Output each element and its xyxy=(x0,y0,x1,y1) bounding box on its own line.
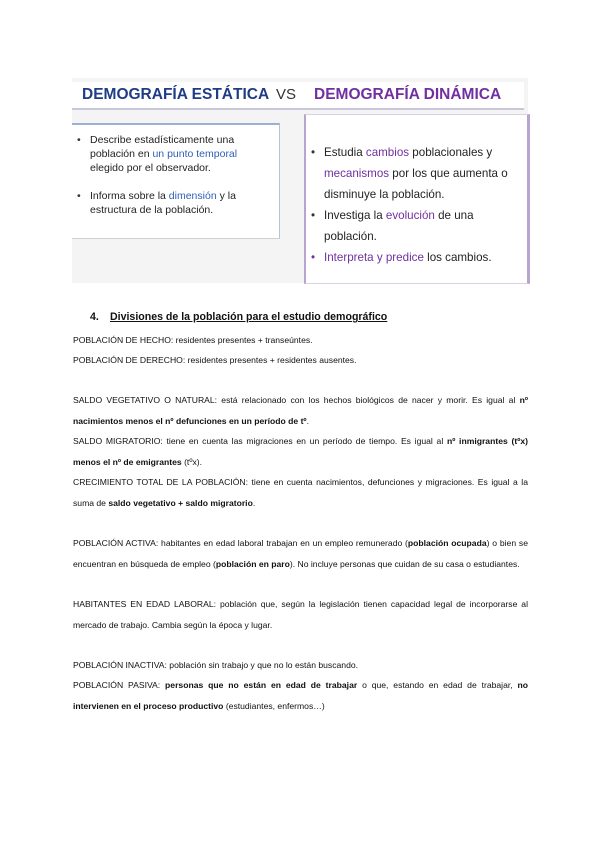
saldo-migratorio-text: SALDO MIGRATORIO: tiene en cuenta las migraciones en un período de tiempo. Es igual al xyxy=(73,436,447,446)
static-demography-box xyxy=(72,123,280,239)
saldo-vegetativo-text: SALDO VEGETATIVO O NATURAL: está relacionado con los hechos biológicos de nacer y morir. Es igual al xyxy=(73,395,520,405)
crecimiento-total-end: . xyxy=(252,497,256,508)
saldo-migratorio xyxy=(73,431,528,472)
poblacion-pasiva xyxy=(73,675,528,716)
demography-comparison-figure xyxy=(72,78,528,283)
poblacion-pasiva-text-3: (estudiantes, enfermos…) xyxy=(223,700,325,711)
poblacion-pasiva-text-2: o que, estando en edad de trabajar, xyxy=(357,680,518,690)
dynamic-bullet-3-highlight: Interpreta y predice xyxy=(324,251,424,264)
poblacion-ocupada-bold: población ocupada xyxy=(407,538,487,548)
poblacion-activa xyxy=(73,533,528,574)
dynamic-demography-title: DEMOGRAFÍA DINÁMICA xyxy=(314,86,502,103)
dynamic-bullet-2 xyxy=(306,205,521,247)
static-demography-title: DEMOGRAFÍA ESTÁTICA xyxy=(82,86,270,103)
static-bullet-2-highlight: dimensión xyxy=(168,190,217,202)
dynamic-bullet-1-text: Estudia xyxy=(324,146,366,159)
crecimiento-total-bold: saldo vegetativo + saldo migratorio xyxy=(108,497,253,508)
habitantes-edad-laboral: HABITANTES EN EDAD LABORAL: población que, según la legislación tienen capacidad legal de incorporarse al mercado de trabajo. Cambia según la época y lugar. xyxy=(73,599,528,630)
dynamic-bullet-3 xyxy=(306,247,521,268)
saldo-vegetativo-bold: nº nacimientos menos el nº defunciones en un período de tº xyxy=(73,395,528,426)
dynamic-bullet-1-highlight-1: cambios xyxy=(365,146,410,159)
section-title: Divisiones de la población para el estudio demográfico xyxy=(110,311,388,323)
saldo-migratorio-end: (tºx). xyxy=(181,456,203,467)
poblacion-activa-text-2: ) o bien se encuentran en búsqueda de empleo ( xyxy=(73,538,528,569)
static-bullet-2 xyxy=(72,189,271,217)
static-bullet-2-text-end: y la estructura de la población. xyxy=(90,190,236,216)
population-de-derecho: POBLACIÓN DE DERECHO: residentes presentes + residentes ausentes. xyxy=(73,355,357,365)
crecimiento-total-text: CRECIMIENTO TOTAL DE LA POBLACIÓN: tiene en cuenta nacimientos, defunciones y migraciones. Es igual a la suma de xyxy=(73,477,528,508)
dynamic-bullet-3-text-end: los cambios. xyxy=(423,251,492,264)
dynamic-bullet-2-text: Investiga la xyxy=(324,209,386,222)
poblacion-pasiva-bold-1: personas que no están en edad de trabajar xyxy=(165,680,358,690)
static-bullet-1-text-end: elegido por el observador. xyxy=(90,162,211,174)
poblacion-activa-text-3: ). No incluye personas que cuidan de su casa o estudiantes. xyxy=(289,558,520,569)
poblacion-pasiva-text: POBLACIÓN PASIVA: xyxy=(73,680,166,690)
dynamic-bullet-1-highlight-2: mecanismos xyxy=(324,167,390,180)
static-bullet-1-highlight: un punto temporal xyxy=(152,148,238,160)
dynamic-bullet-2-text-end: de una población. xyxy=(324,209,474,243)
dynamic-bullet-1-text-mid: poblacionales y xyxy=(409,146,493,159)
saldo-migratorio-bold: nº inmigrantes (tºx) menos el nº de emigrantes xyxy=(73,436,528,467)
versus-label: VS xyxy=(276,86,297,103)
dynamic-bullet-2-highlight: evolución xyxy=(385,209,435,222)
poblacion-inactiva: POBLACIÓN INACTIVA: población sin trabajo y que no lo están buscando. xyxy=(73,660,359,670)
population-de-hecho: POBLACIÓN DE HECHO: residentes presentes + transeúntes. xyxy=(73,335,313,345)
dynamic-bullet-1-text-end: por los que aumenta o disminuye la población. xyxy=(324,167,508,201)
saldo-vegetativo-end: . xyxy=(306,415,309,426)
saldo-vegetativo xyxy=(73,390,528,431)
poblacion-activa-text: POBLACIÓN ACTIVA: habitantes en edad laboral trabajan en un empleo remunerado ( xyxy=(73,538,408,548)
crecimiento-total xyxy=(73,472,528,513)
poblacion-pasiva-bold-2: no intervienen en el proceso productivo xyxy=(73,680,529,711)
figure-header xyxy=(72,82,524,110)
static-bullet-1 xyxy=(72,133,271,175)
section-number: 4. xyxy=(90,311,99,323)
section-heading xyxy=(90,311,387,323)
static-bullet-1-text: Describe estadísticamente una población en xyxy=(90,134,235,160)
static-bullet-2-text: Informa sobre la xyxy=(90,190,169,202)
dynamic-demography-box xyxy=(304,114,530,284)
poblacion-en-paro-bold: población en paro xyxy=(215,558,290,569)
dynamic-bullet-1 xyxy=(306,142,521,205)
